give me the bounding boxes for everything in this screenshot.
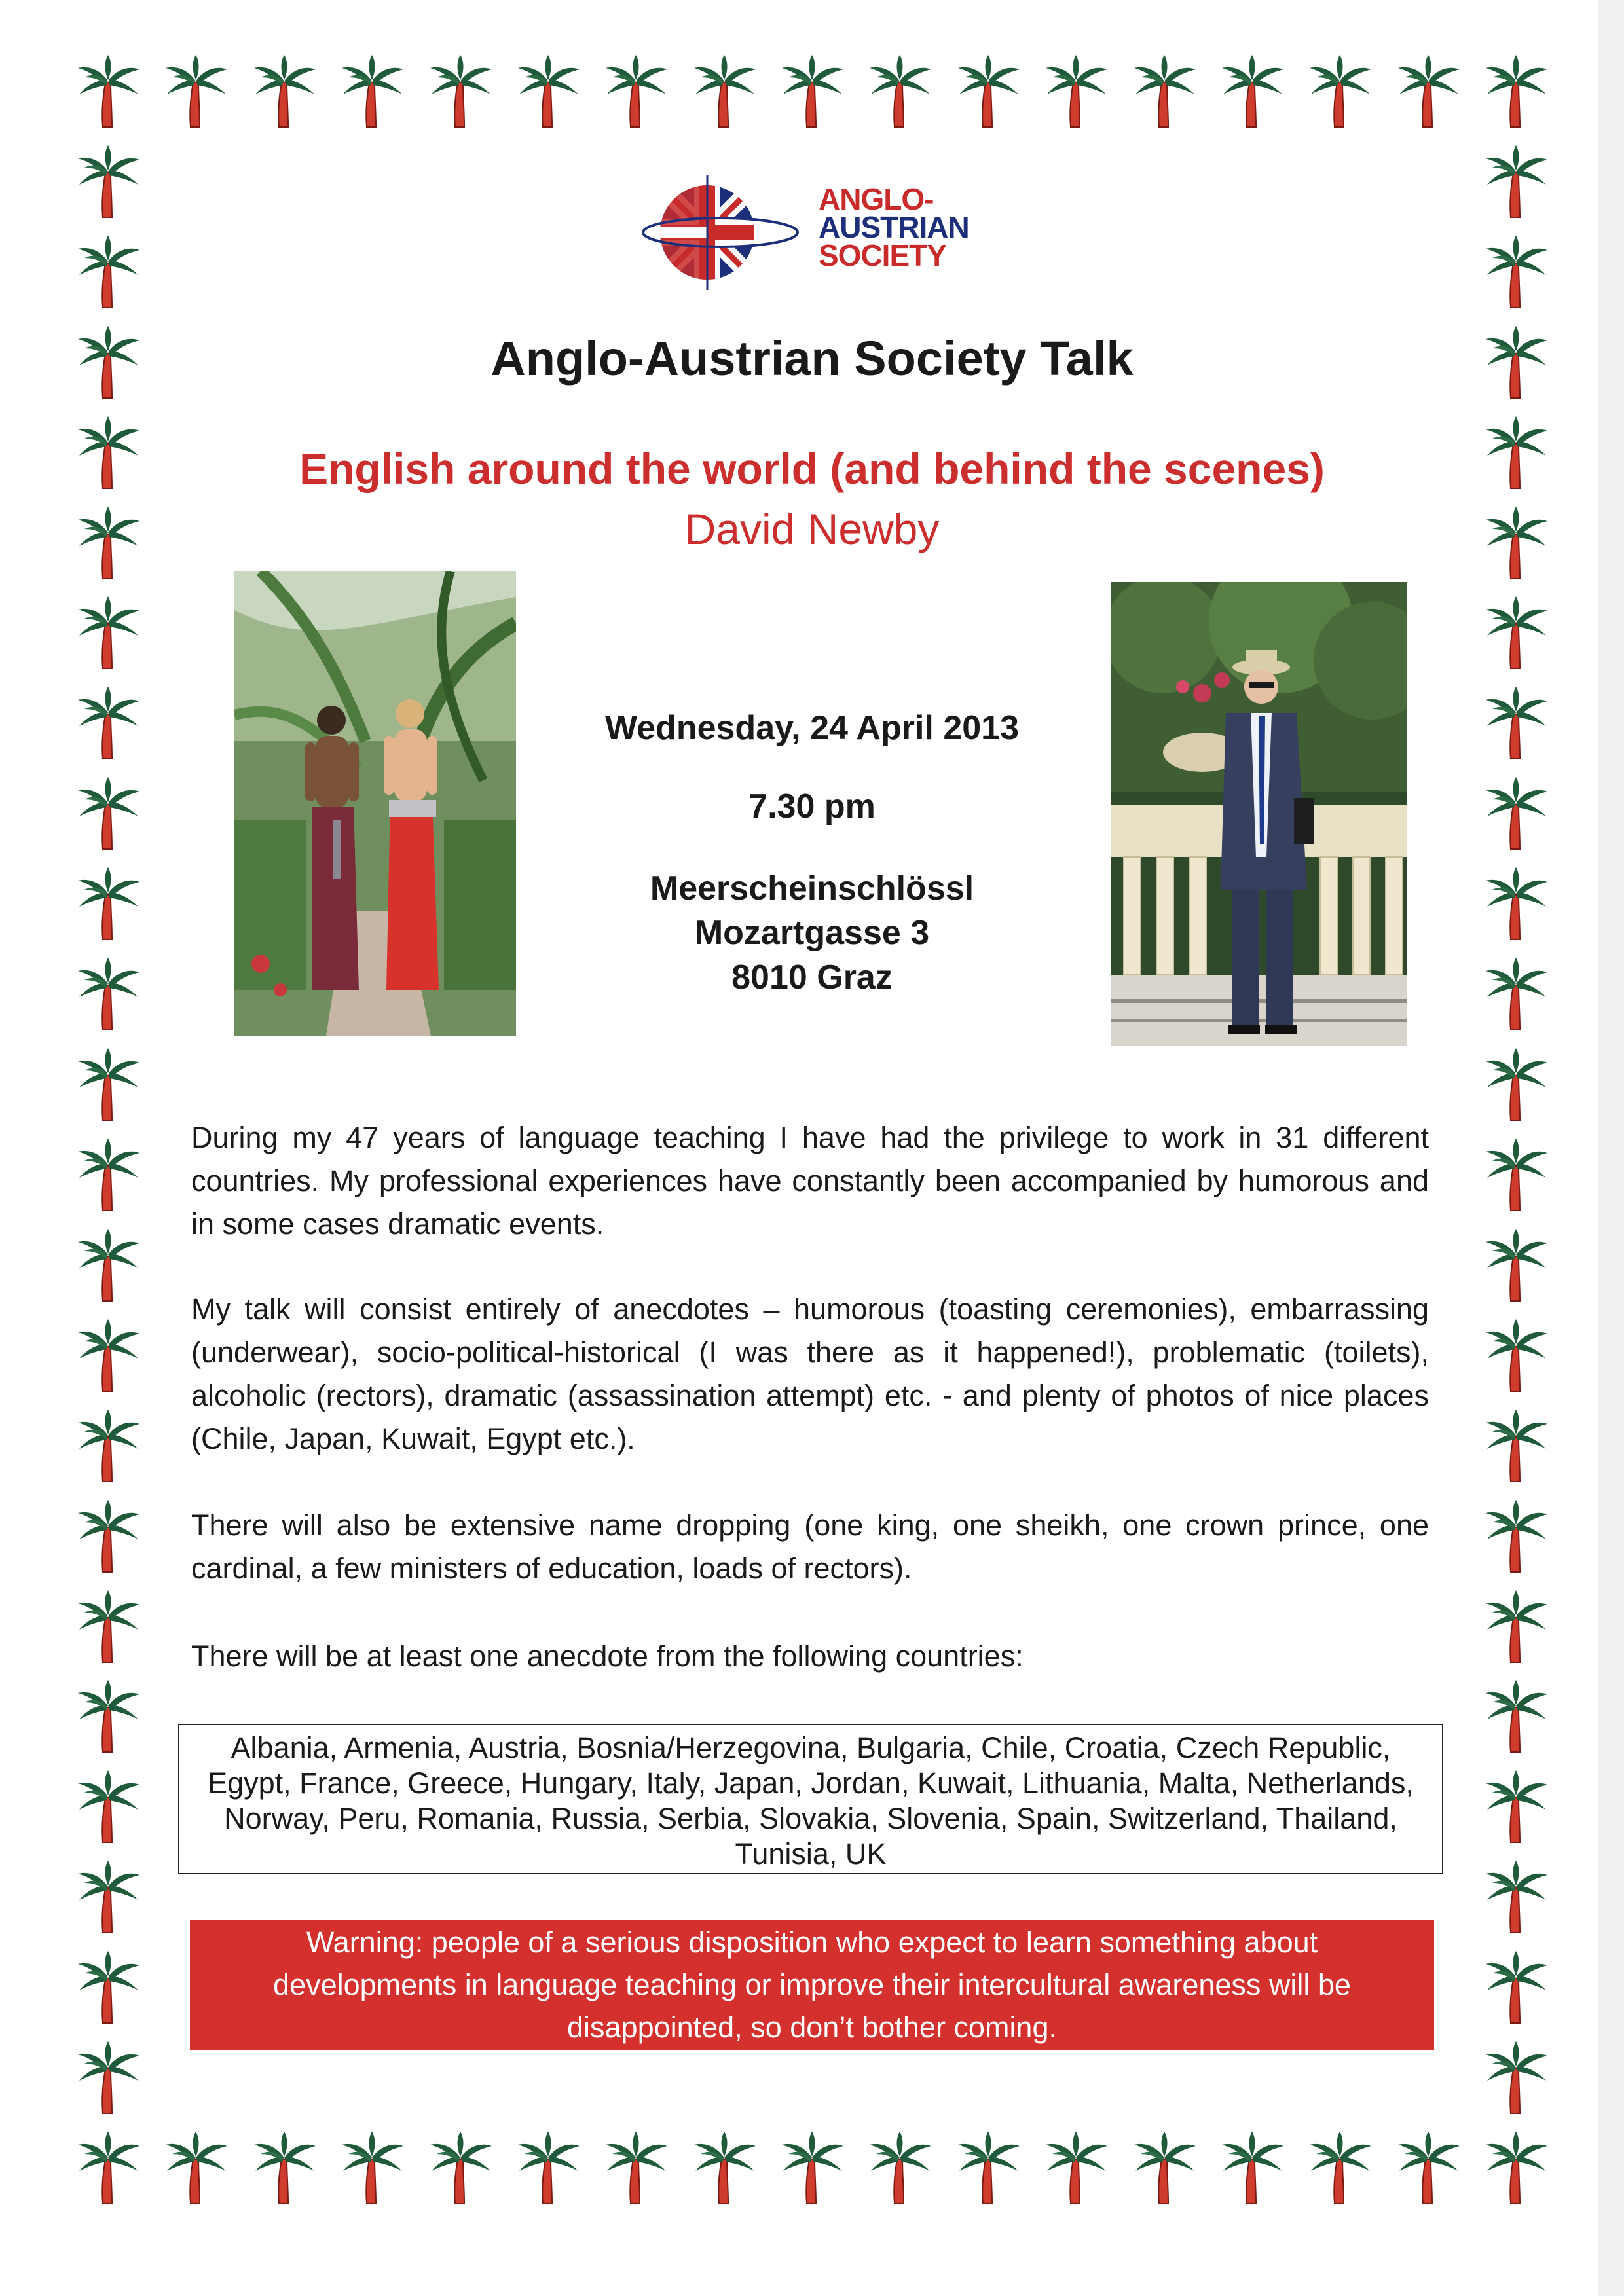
- palm-tree-icon: [509, 51, 587, 130]
- palm-tree-icon: [69, 1406, 147, 1484]
- palm-tree-icon: [421, 2128, 500, 2206]
- event-address: [524, 866, 1100, 1000]
- palm-tree-icon: [1477, 683, 1555, 761]
- palm-tree-icon: [860, 2128, 939, 2206]
- palm-tree-icon: [1477, 1315, 1555, 1394]
- palm-tree-icon: [685, 2128, 764, 2206]
- palm-tree-icon: [1477, 1586, 1555, 1665]
- palm-tree-icon: [421, 51, 500, 130]
- palm-tree-icon: [69, 1676, 147, 1755]
- palm-tree-icon: [69, 683, 147, 761]
- palm-tree-icon: [1037, 51, 1115, 130]
- logo-line-1: ANGLO-: [819, 182, 934, 216]
- palm-tree-icon: [1477, 1406, 1555, 1484]
- palm-tree-icon: [1477, 1044, 1555, 1123]
- page-title: Anglo-Austrian Society Talk: [490, 331, 1134, 386]
- union-jack-globe-icon: [642, 167, 805, 298]
- palm-tree-icon: [69, 1586, 147, 1665]
- palm-tree-icon: [69, 1315, 147, 1394]
- palm-tree-icon: [69, 1135, 147, 1213]
- palm-tree-icon: [773, 2128, 851, 2206]
- palm-tree-icon: [69, 51, 147, 130]
- paragraph-anecdotes: My talk will consist entirely of anecdotes – humorous (toasting ceremonies), embarrassing (underwear), socio-political-historical (I was there as it happened!), problematic (toilets), alcoholic (rectors), dramatic (assassination attempt) etc. - and plenty of photos of nice places (Chile, Japan, Kuwait, Egypt etc.).: [191, 1292, 1429, 1455]
- palm-tree-icon: [333, 51, 411, 130]
- palm-tree-icon: [69, 773, 147, 852]
- palm-tree-icon: [69, 1857, 147, 1935]
- palm-tree-icon: [1477, 864, 1555, 942]
- palm-tree-icon: [1477, 51, 1555, 130]
- palm-tree-icon: [1477, 773, 1555, 852]
- palm-tree-icon: [69, 1044, 147, 1123]
- logo-line-3: SOCIETY: [819, 238, 946, 272]
- logo-wordmark: [819, 182, 969, 272]
- paragraph-countries-intro: There will be at least one anecdote from the following countries:: [191, 1639, 1024, 1673]
- society-logo: [642, 167, 969, 298]
- warning-banner: Warning: people of a serious disposition who expect to learn something about developments in language teaching or improve their intercultural awareness will be disappointed, so don’t bother coming.: [190, 1920, 1434, 2050]
- palm-tree-icon: [1037, 2128, 1115, 2206]
- palm-tree-icon: [69, 232, 147, 310]
- palm-tree-icon: [685, 51, 764, 130]
- palm-tree-icon: [949, 51, 1027, 130]
- photo-speaker-on-terrace: [1111, 582, 1407, 1046]
- palm-tree-icon: [245, 51, 323, 130]
- palm-tree-icon: [69, 141, 147, 220]
- palm-tree-icon: [597, 2128, 675, 2206]
- palm-tree-icon: [1477, 1225, 1555, 1303]
- palm-tree-icon: [1477, 1857, 1555, 1935]
- palm-tree-icon: [1389, 51, 1467, 130]
- palm-tree-icon: [1477, 1766, 1555, 1845]
- countries-list-box: Albania, Armenia, Austria, Bosnia/Herzegovina, Bulgaria, Chile, Croatia, Czech Republic, Egypt, France, Greece, Hungary, Italy, Japan, Jordan, Kuwait, Lithuania, Malta, Netherlands, Norway, Peru, Romania, Russia, Serbia, Slovakia, Slovenia, Spain, Switzerland, Thailand, Tunisia, UK: [178, 1724, 1443, 1874]
- palm-tree-icon: [1213, 51, 1291, 130]
- speaker-name: David Newby: [684, 505, 940, 553]
- palm-tree-icon: [1477, 2037, 1555, 2116]
- palm-tree-icon: [1301, 51, 1379, 130]
- palm-tree-icon: [1477, 232, 1555, 310]
- palm-tree-icon: [1125, 51, 1204, 130]
- palm-tree-icon: [69, 864, 147, 942]
- palm-tree-icon: [69, 2128, 147, 2206]
- paragraph-intro: During my 47 years of language teaching I have had the privilege to work in 31 different countries. My professional experiences have constantly been accompanied by humorous and in some cases dramatic events.: [191, 1121, 1429, 1241]
- palm-tree-icon: [69, 1225, 147, 1303]
- palm-tree-icon: [157, 2128, 235, 2206]
- palm-tree-icon: [1389, 2128, 1467, 2206]
- palm-tree-icon: [1301, 2128, 1379, 2206]
- palm-tree-icon: [860, 51, 939, 130]
- palm-tree-icon: [69, 1947, 147, 2026]
- event-venue: Meerscheinschlössl: [650, 869, 974, 907]
- talk-subtitle: English around the world (and behind the scenes): [299, 445, 1325, 493]
- palm-tree-icon: [1477, 1496, 1555, 1575]
- palm-tree-icon: [69, 954, 147, 1032]
- palm-tree-icon: [1477, 954, 1555, 1032]
- palm-tree-icon: [69, 592, 147, 671]
- palm-tree-icon: [157, 51, 235, 130]
- event-date: Wednesday, 24 April 2013: [605, 709, 1019, 747]
- event-time: 7.30 pm: [748, 788, 876, 826]
- paragraph-name-dropping: There will also be extensive name dropping (one king, one sheikh, one crown prince, one cardinal, a few ministers of education, loads of rectors).: [191, 1508, 1429, 1585]
- palm-tree-icon: [1477, 1676, 1555, 1755]
- palm-tree-icon: [1213, 2128, 1291, 2206]
- event-city: 8010 Graz: [731, 958, 893, 996]
- palm-tree-icon: [1477, 1947, 1555, 2026]
- palm-tree-icon: [773, 51, 851, 130]
- logo-line-2: AUSTRIAN: [819, 210, 969, 244]
- event-street: Mozartgasse 3: [694, 914, 930, 952]
- palm-tree-icon: [69, 1766, 147, 1845]
- palm-tree-icon: [509, 2128, 587, 2206]
- palm-tree-icon: [949, 2128, 1027, 2206]
- palm-tree-icon: [69, 2037, 147, 2116]
- palm-tree-icon: [69, 1496, 147, 1575]
- palm-tree-icon: [1125, 2128, 1204, 2206]
- palm-tree-icon: [245, 2128, 323, 2206]
- palm-tree-icon: [333, 2128, 411, 2206]
- palm-tree-icon: [1477, 592, 1555, 671]
- palm-tree-icon: [1477, 1135, 1555, 1213]
- palm-tree-icon: [597, 51, 675, 130]
- photo-two-men-palm-garden: [234, 571, 516, 1036]
- palm-tree-icon: [1477, 2128, 1555, 2206]
- palm-tree-icon: [1477, 141, 1555, 220]
